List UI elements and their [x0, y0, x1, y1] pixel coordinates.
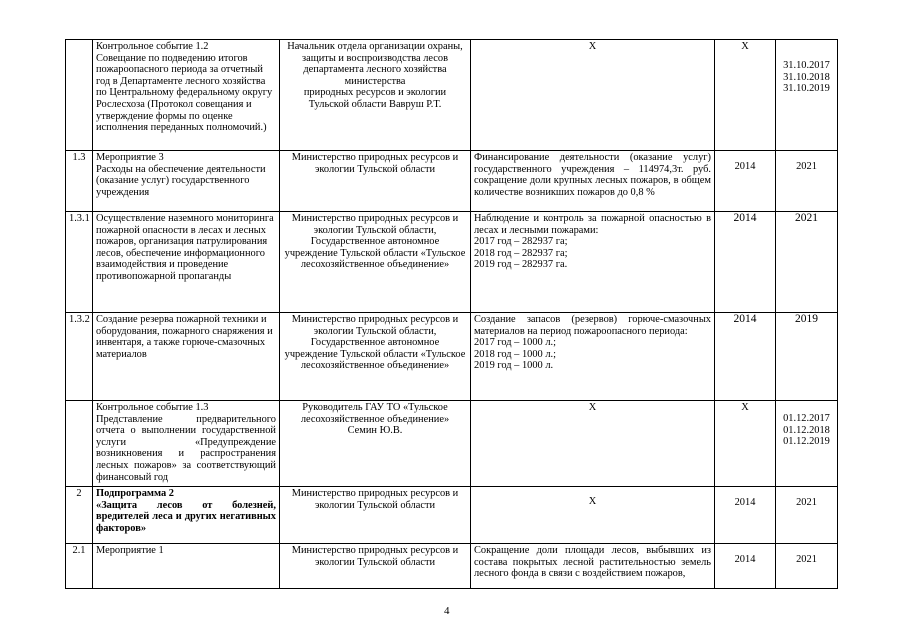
row-result: Сокращение доли площади лесов, выбывших из состава покрытых лесной растительностью земель лесного фонда в связи с воздействием пожаров,: [471, 544, 715, 589]
row-name: Создание резерва пожарной техники и оборудования, пожарного снаряжения и инвентаря, а также горюче-смазочных материалов: [93, 313, 280, 401]
table-row: [66, 313, 838, 401]
row-start: X: [715, 401, 776, 487]
table-row: [66, 487, 838, 544]
row-number: 2.1: [66, 544, 93, 589]
row-result: Финансирование деятельности (оказание услуг) государственного учреждения – 114974,3т. руб. сокращение доли крупных лесных пожаров, в общем количестве возникших пожаров до 0,8 %: [471, 151, 715, 212]
row-start: X: [715, 40, 776, 151]
measures-table: [65, 39, 838, 589]
row-result: Наблюдение и контроль за пожарной опасностью в лесах и лесными пожарами: 2017 год – 282937 га; 2018 год – 282937 га; 2019 год – 282937 га.: [471, 212, 715, 313]
row-start: 2014: [715, 212, 776, 313]
row-name: Мероприятие 3 Расходы на обеспечение деятельности (оказание услуг) государственного учреждения: [93, 151, 280, 212]
row-responsible: Министерство природных ресурсов и экологии Тульской области: [280, 544, 471, 589]
table-row: [66, 40, 838, 151]
table-row: [66, 544, 838, 589]
row-name: Контрольное событие 1.3 Представление предварительного отчета о выполнении государственной услуги «Предупреждение возникновения и распространения лесных пожаров» за соответствующий финансовый год: [93, 401, 280, 487]
row-responsible: Начальник отдела организации охраны, защиты и воспроизводства лесов департамента лесного хозяйства министерства природных ресурсов и экологии Тульской области Вавруш Р.Т.: [280, 40, 471, 151]
row-responsible: Министерство природных ресурсов и экологии Тульской области, Государственное автономное учреждение Тульской области «Тульское лесохозяйственное объединение»: [280, 212, 471, 313]
row-name: Подпрограмма 2 «Защита лесов от болезней, вредителей леса и других негативных факторов»: [93, 487, 280, 544]
page-number: 4: [444, 605, 450, 617]
row-responsible: Министерство природных ресурсов и экологии Тульской области: [280, 487, 471, 544]
row-start: 2014: [715, 313, 776, 401]
row-result: X: [471, 401, 715, 487]
row-number: [66, 40, 93, 151]
row-number: 1.3: [66, 151, 93, 212]
row-result: X: [471, 40, 715, 151]
row-result: Создание запасов (резервов) горюче-смазочных материалов на период пожароопасного периода: 2017 год – 1000 л.; 2018 год – 1000 л.; 2019 год – 1000 л.: [471, 313, 715, 401]
table-row: [66, 212, 838, 313]
row-end: 2021: [776, 487, 838, 544]
row-end: 01.12.2017 01.12.2018 01.12.2019: [776, 401, 838, 487]
row-result: X: [471, 487, 715, 544]
table-row: [66, 151, 838, 212]
row-responsible: Министерство природных ресурсов и экологии Тульской области, Государственное автономное учреждение Тульской области «Тульское лесохозяйственное объединение»: [280, 313, 471, 401]
row-name: Мероприятие 1: [93, 544, 280, 589]
row-end: 31.10.2017 31.10.2018 31.10.2019: [776, 40, 838, 151]
row-number: 1.3.2: [66, 313, 93, 401]
row-number: 1.3.1: [66, 212, 93, 313]
row-start: 2014: [715, 544, 776, 589]
table-row: [66, 401, 838, 487]
row-end: 2021: [776, 544, 838, 589]
row-end: 2021: [776, 151, 838, 212]
row-name: Контрольное событие 1.2 Совещание по подведению итогов пожароопасного периода за отчетный год в Департаменте лесного хозяйства по Центральному федеральному округу Рослесхоза (Протокол совещания и утверждение формы по оценке исполнения переданных полномочий.): [93, 40, 280, 151]
row-start: 2014: [715, 151, 776, 212]
row-name: Осуществление наземного мониторинга пожарной опасности в лесах и лесных пожаров, организация патрулирования лесов, обеспечение информационного взаимодействия и проведение противопожарной пропаганды: [93, 212, 280, 313]
row-start: 2014: [715, 487, 776, 544]
row-end: 2019: [776, 313, 838, 401]
row-responsible: Министерство природных ресурсов и экологии Тульской области: [280, 151, 471, 212]
row-end: 2021: [776, 212, 838, 313]
row-responsible: Руководитель ГАУ ТО «Тульское лесохозяйственное объединение» Семин Ю.В.: [280, 401, 471, 487]
row-number: [66, 401, 93, 487]
row-number: 2: [66, 487, 93, 544]
